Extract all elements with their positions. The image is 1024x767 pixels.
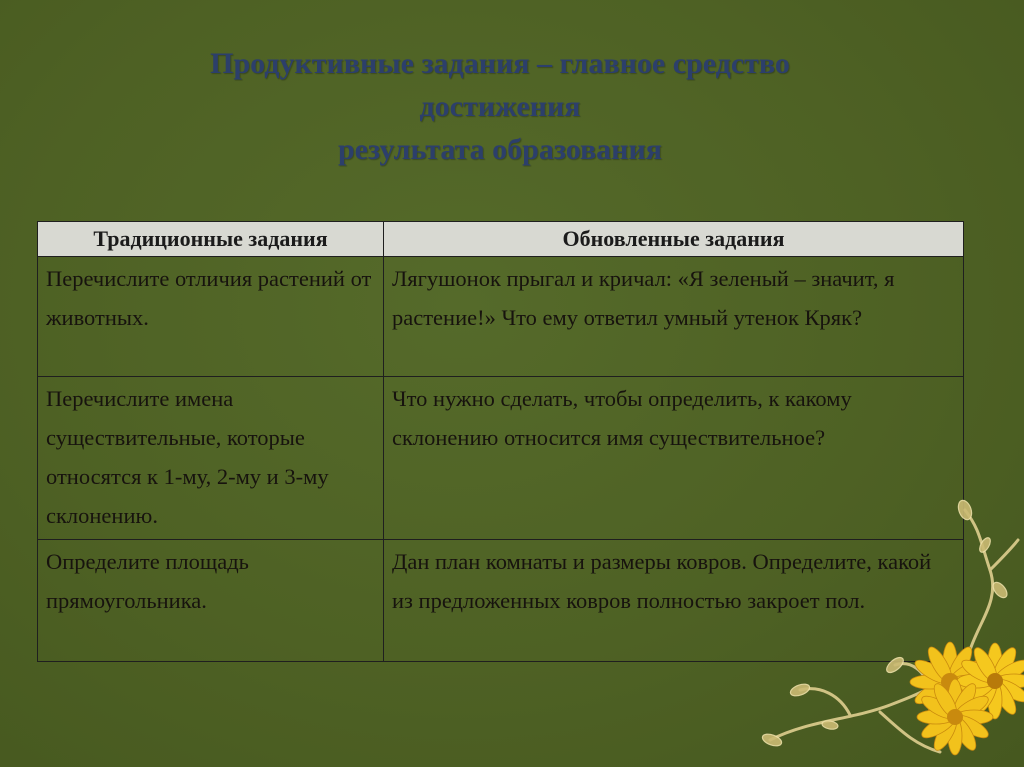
title-line-3: результата образования (338, 133, 662, 166)
title-line-2: достижения (419, 90, 581, 123)
title-line-1: Продуктивные задания – главное средство (210, 47, 790, 80)
table-row (38, 257, 964, 377)
cell-updated: Дан план комнаты и размеры ковров. Определите, какой из предложенных ковров полностью закроет пол. (384, 540, 964, 662)
header-traditional: Традиционные задания (38, 222, 384, 257)
cell-updated: Лягушонок прыгал и кричал: «Я зеленый – значит, я растение!» Что ему ответил умный утенок Кряк? (384, 257, 964, 377)
cell-traditional: Определите площадь прямоугольника. (38, 540, 384, 662)
cell-traditional: Перечислите отличия растений от животных. (38, 257, 384, 377)
header-updated: Обновленные задания (384, 222, 964, 257)
cell-traditional: Перечислите имена существительные, которые относятся к 1-му, 2-му и 3-му склонению. (38, 377, 384, 540)
table-header-row (38, 222, 964, 257)
flower-vine-icon (700, 490, 1024, 767)
cell-updated: Что нужно сделать, чтобы определить, к какому склонению относится имя существительное? (384, 377, 964, 540)
slide-title (60, 42, 940, 171)
